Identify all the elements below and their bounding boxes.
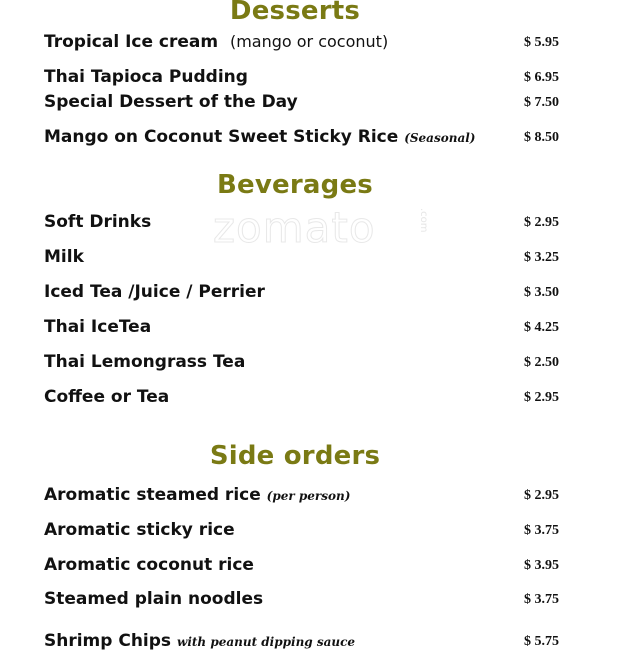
item-note: (mango or coconut) [229,32,389,51]
menu-item [44,520,574,546]
item-price: $ 7.50 [524,95,559,110]
watermark-suffix: .com [418,208,429,233]
item-name: Mango on Coconut Sweet Sticky Rice (Seasonal) [44,127,476,147]
item-name: Thai Lemongrass Tea [44,352,246,372]
menu-item [44,631,574,657]
menu-item [44,32,574,58]
menu-item [44,485,574,511]
item-name: Milk [44,247,84,267]
item-name: Steamed plain noodles [44,589,264,609]
section-title-beverages: Beverages [217,170,373,200]
item-price: $ 3.50 [524,285,559,300]
item-name: Aromatic coconut rice [44,555,254,575]
menu-item [44,352,574,378]
menu-item [44,317,574,343]
menu-item [44,555,574,581]
item-name: Soft Drinks [44,212,152,232]
menu-item [44,67,574,93]
item-price: $ 3.75 [524,523,559,538]
section-title-desserts: Desserts [229,0,361,26]
item-name: Iced Tea /Juice / Perrier [44,282,265,302]
item-name: Shrimp Chips with peanut dipping sauce [44,631,356,651]
item-note: (Seasonal) [404,131,476,145]
item-price: $ 2.95 [524,488,559,503]
menu-item [44,212,574,238]
item-name: Aromatic steamed rice (per person) [44,485,351,505]
item-note: (per person) [266,489,351,503]
item-price: $ 2.95 [524,390,559,405]
menu-item [44,127,574,153]
item-price: $ 4.25 [524,320,559,335]
item-price: $ 3.75 [524,592,559,607]
item-price: $ 3.25 [524,250,559,265]
item-price: $ 6.95 [524,70,559,85]
menu-item [44,92,574,118]
item-note: with peanut dipping sauce [176,635,356,649]
item-name: Thai Tapioca Pudding [44,67,248,87]
menu-item [44,247,574,273]
menu-item [44,589,574,615]
item-name: Aromatic sticky rice [44,520,235,540]
menu-item [44,282,574,308]
item-name: Coffee or Tea [44,387,170,407]
item-name: Tropical Ice cream (mango or coconut) [44,32,389,52]
watermark-logo: zomato [213,203,376,252]
item-price: $ 5.75 [524,634,559,649]
item-price: $ 3.95 [524,558,559,573]
section-title-side-orders: Side orders [209,441,381,471]
menu-item [44,387,574,413]
item-name: Special Dessert of the Day [44,92,298,112]
item-name: Thai IceTea [44,317,152,337]
item-price: $ 2.95 [524,215,559,230]
item-price: $ 5.95 [524,35,559,50]
item-price: $ 2.50 [524,355,559,370]
item-price: $ 8.50 [524,130,559,145]
